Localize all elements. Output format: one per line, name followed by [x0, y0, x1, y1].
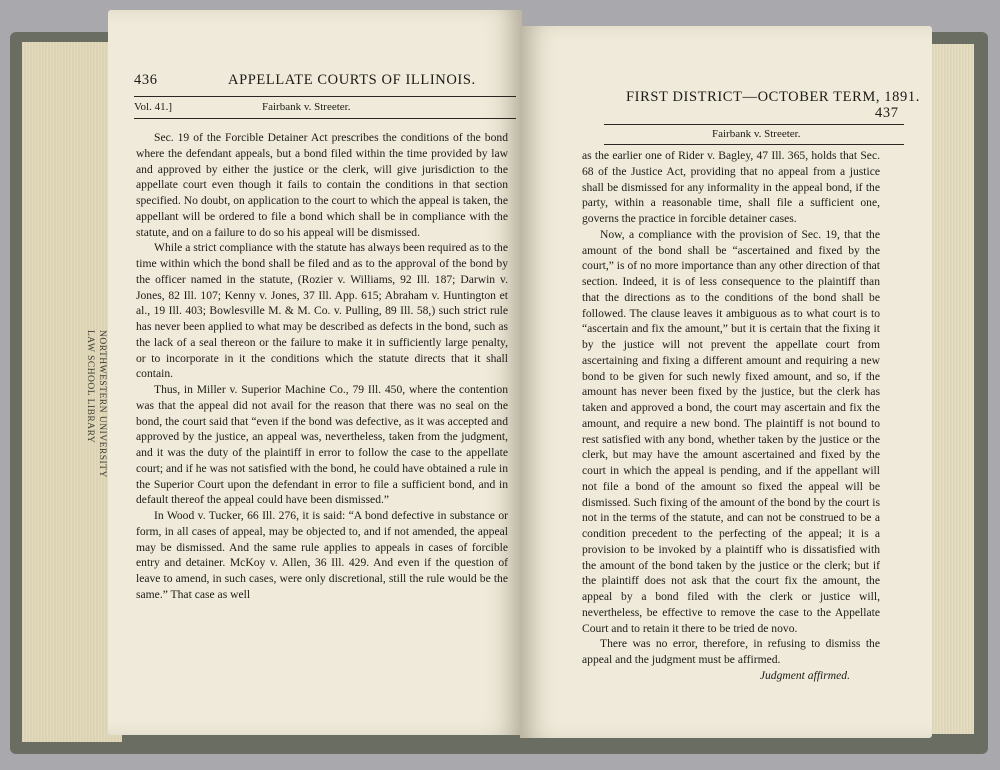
left-volume-label: Vol. 41.] — [134, 101, 172, 113]
judgment-signoff: Judgment affirmed. — [759, 668, 850, 682]
right-case-title: Fairbank v. Streeter. — [712, 128, 801, 140]
left-paragraph: In Wood v. Tucker, 66 Ill. 276, it is said: “A bond defective in substance or form, in all cases of appeal, may be objected to, and if not amended, the appeal may be dismissed. And the same rule applies to appeals in cases of forcible entry and detainer. McKoy v. Allen, 36 Ill. 429. And even if the question of leave to amend, in such cases, were only discretional, still the rule would be the same.” That case as well — [136, 509, 508, 601]
right-paragraph: Now, a compliance with the provision of Sec. 19, that the amount of the bond shall be “ascertained and fixed by the court,” is of no more importance than any other direction of that section. Indeed, it is of less consequence to the plaintiff than that the directions as to the conditions of the bond shall be followed. The clause leaves it ambiguous as to what court is to “ascertain and fix the amount,” but it is certain that the fixing it by the justice will not prevent the appellate court from ascertaining and fixing a different amount and requiring a new bond to be given for such newly fixed amount, and so, if the amount has never been fixed by the justice, but the clerk has taken and approved a bond, the court may ascertain and fix the amount, and require a new bond. The plaintiff is not bound to rest satisfied with any bond, whether taken by the justice or the clerk, but may have the amount ascertained and fixed by the court in which the appeal is pending, and if the appellant will not file a bond of the amount so fixed the appeal will be dismissed. Such fixing of the amount of the bond by the court is not in the terms of the statute, and can not be construed to be a condition precedent to the perfecting of the appeal; it is a provision to be invoked by a plaintiff who is dissatisfied with the amount of the bond taken by the justice or the clerk; but if the plaintiff does not ask that the court fix the amount, the appeal by a bond filed with the clerk or justice will, nevertheless, be effective to remove the case to the Appellate Court and to retain it there to be tried de novo. — [582, 227, 880, 635]
right-body — [582, 148, 880, 684]
left-header-rule — [134, 96, 516, 97]
left-paragraph: Thus, in Miller v. Superior Machine Co., 79 Ill. 450, where the contention was that the appeal did not avail for the reason that there was no seal on the bond, the court said that “even if the bond was defective, as it was accepted and approved by the justice, an appeal was, nevertheless, taken from the judgment, and it was the duty of the plaintiff in error to follow the case to the appellate court; and if he was not satisfied with the bond, he could have obtained a rule in the Superior Court upon the defendant in error to file a sufficient bond, and in default thereof the appeal could have been dismissed.” — [136, 383, 508, 507]
left-case-title: Fairbank v. Streeter. — [262, 101, 351, 113]
left-body — [136, 130, 508, 603]
library-stamp-line1: NORTHWESTERN UNIVERSITY — [97, 330, 107, 478]
left-page-number: 436 — [134, 72, 158, 88]
left-subheader-rule — [134, 118, 516, 119]
right-running-title: FIRST DISTRICT—OCTOBER TERM, 1891. — [626, 89, 920, 105]
right-header-rule — [604, 124, 904, 125]
left-paragraph: While a strict compliance with the statute has always been required as to the time within which the bond shall be filed and as to the approval of the bond by the officer named in the statute, (Rozier v. Williams, 92 Ill. 187; Darwin v. Jones, 82 Ill. 107; Kenny v. Jones, 37 Ill. App. 615; Abraham v. Huntington et al., 19 Ill. 403; Bowlesville M. & M. Co. v. Pulling, 89 Ill. 58,) such strict rule has never been applied to what may be described as defects in the bond, such as the lack of a seal thereon or the failure to make it in sufficiently large penalty, or to incorporate in it the conditions which the statute directs that it shall contain. — [136, 241, 508, 381]
right-page-number: 437 — [875, 105, 899, 121]
right-page — [520, 26, 932, 738]
left-paragraph: Sec. 19 of the Forcible Detainer Act prescribes the conditions of the bond where the defendant appeals, but a bond filed within the time provided by law and approved by either the justice or the clerk, will give jurisdiction to the appellate court even though it fails to contain the conditions in that section specified. No doubt, on application to the court to which the appeal is taken, the appellant will be ordered to file a bond which shall be in compliance with the statute, and on a failure to do so his appeal will be dismissed. — [136, 131, 508, 239]
library-stamp-line2: LAW SCHOOL LIBRARY — [85, 330, 95, 444]
right-paragraph: There was no error, therefore, in refusing to dismiss the appeal and the judgment must be affirmed. — [582, 637, 880, 666]
left-running-title: APPELLATE COURTS OF ILLINOIS. — [228, 72, 476, 88]
left-page — [108, 10, 522, 735]
right-subheader-rule — [604, 144, 904, 145]
right-paragraph: as the earlier one of Rider v. Bagley, 47 Ill. 365, holds that Sec. 68 of the Justice Act, providing that no appeal from a justice shall be dismissed for any informality in the appeal bond, if the party, within a reasonable time, shall file a sufficient one, governs the practice in forcible detainer cases. — [582, 149, 880, 225]
library-stamp — [48, 330, 108, 520]
